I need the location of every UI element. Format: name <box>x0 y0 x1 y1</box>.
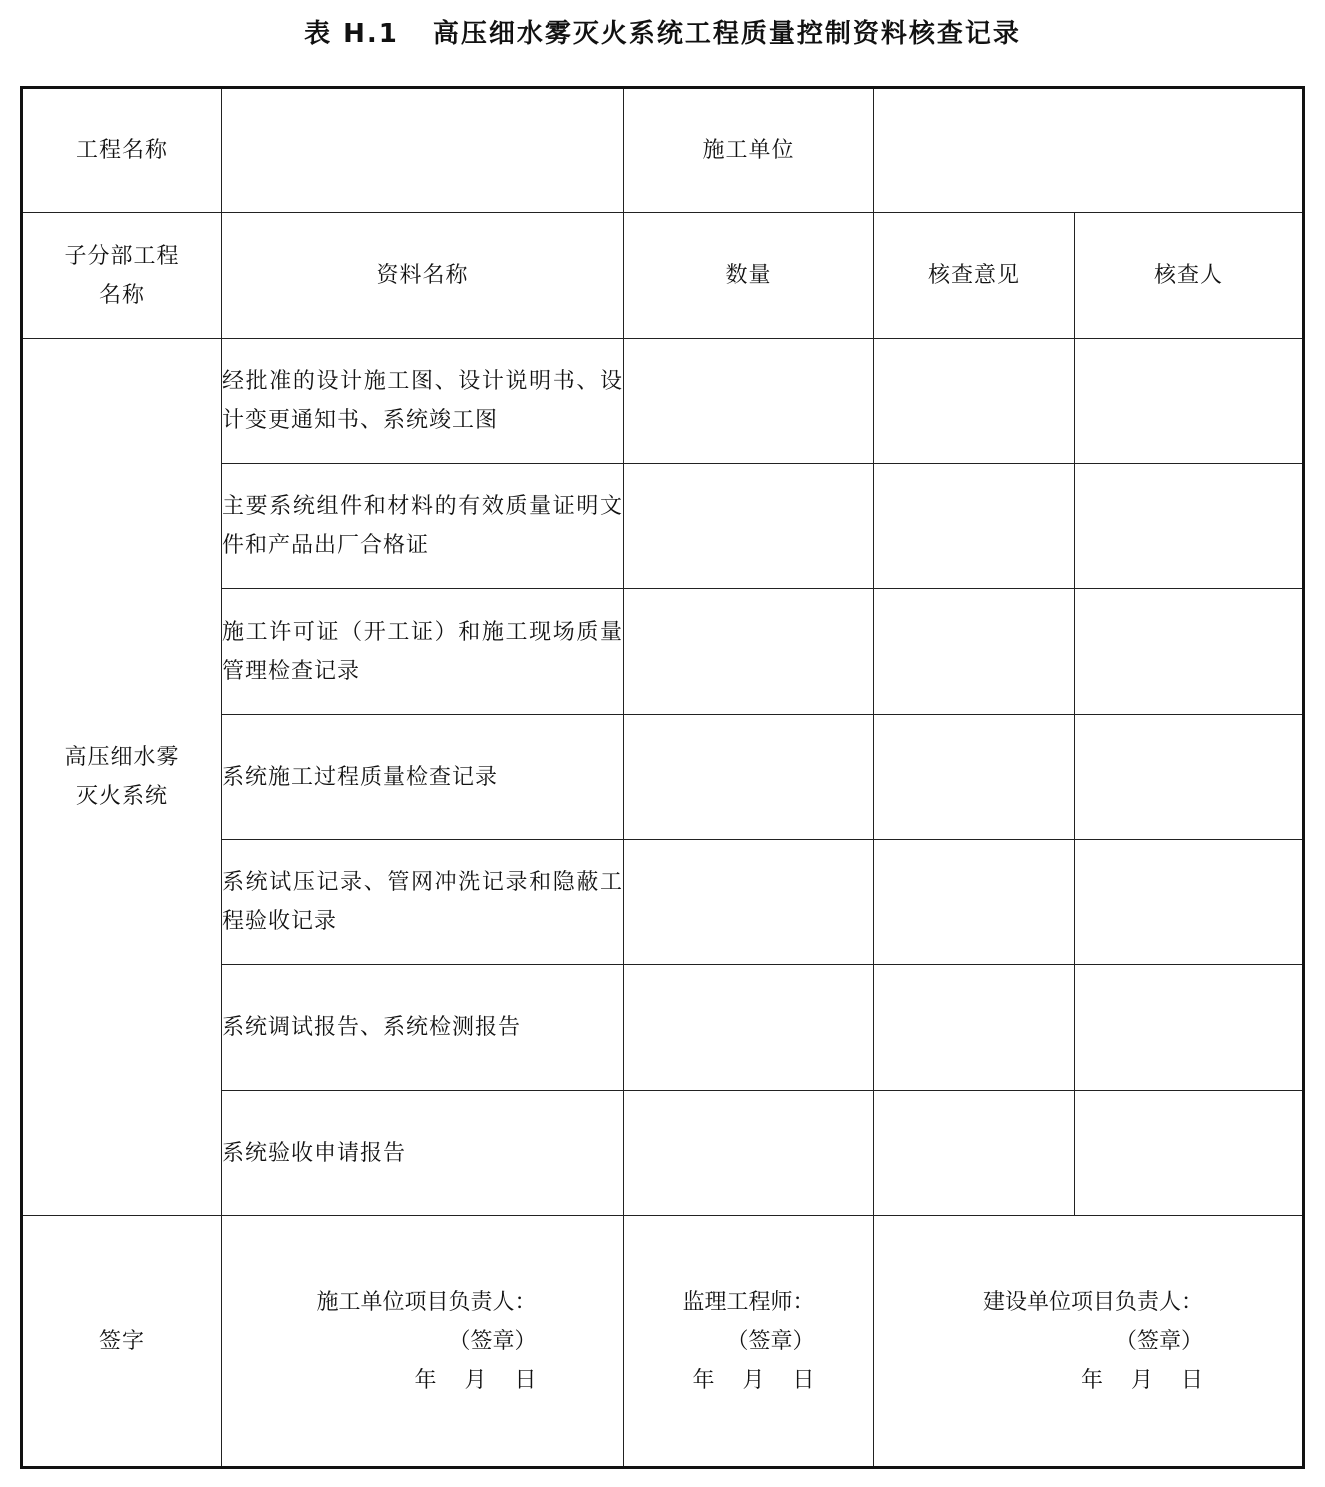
review-opinion-header: 核查意见 <box>874 213 1075 339</box>
quantity-cell[interactable] <box>624 589 874 715</box>
review-opinion-cell[interactable] <box>874 840 1075 965</box>
signature-label: 签字 <box>22 1216 222 1468</box>
review-opinion-cell[interactable] <box>874 965 1075 1091</box>
supervisor-date: 年 月 日 <box>692 1367 815 1393</box>
quantity-cell[interactable] <box>624 1091 874 1216</box>
document-name-cell: 系统试压记录、管网冲洗记录和隐蔽工程验收记录 <box>222 840 624 965</box>
document-name-cell: 经批准的设计施工图、设计说明书、设计变更通知书、系统竣工图 <box>222 339 624 464</box>
supervisor-seal: （签章） <box>726 1328 815 1354</box>
project-name-value[interactable] <box>222 88 624 213</box>
project-name-label: 工程名称 <box>22 88 222 213</box>
contractor-role: 施工单位项目负责人： <box>316 1289 537 1315</box>
table-number: 表 H.1 <box>304 19 399 49</box>
contractor-seal: （签章） <box>448 1328 537 1354</box>
review-opinion-cell[interactable] <box>874 1091 1075 1216</box>
quantity-cell[interactable] <box>624 840 874 965</box>
reviewer-cell[interactable] <box>1075 840 1304 965</box>
form-title <box>0 14 1325 54</box>
column-header-row <box>22 213 1304 339</box>
owner-seal: （签章） <box>1114 1328 1203 1354</box>
supervisor-role: 监理工程师： <box>682 1289 815 1315</box>
quantity-cell[interactable] <box>624 715 874 840</box>
table-title-text: 高压细水雾灭火系统工程质量控制资料核查记录 <box>432 19 1021 49</box>
reviewer-cell[interactable] <box>1075 339 1304 464</box>
quantity-cell[interactable] <box>624 965 874 1091</box>
document-name-cell: 系统验收申请报告 <box>222 1091 624 1216</box>
table-row <box>22 339 1304 464</box>
owner-signature-cell[interactable] <box>874 1216 1304 1468</box>
sub-project-header-line2: 名称 <box>98 282 145 308</box>
sub-project-name-line2: 灭火系统 <box>75 784 168 809</box>
quantity-cell[interactable] <box>624 339 874 464</box>
construction-unit-label: 施工单位 <box>624 88 874 213</box>
document-name-header: 资料名称 <box>222 213 624 339</box>
supervisor-signature-cell[interactable] <box>624 1216 874 1468</box>
header-row <box>22 88 1304 213</box>
owner-role: 建设单位项目负责人： <box>982 1289 1203 1315</box>
review-opinion-cell[interactable] <box>874 715 1075 840</box>
contractor-date: 年 月 日 <box>414 1367 537 1393</box>
signature-row <box>22 1216 1304 1468</box>
review-opinion-cell[interactable] <box>874 464 1075 589</box>
sub-project-name <box>22 339 222 1216</box>
reviewer-cell[interactable] <box>1075 715 1304 840</box>
owner-date: 年 月 日 <box>1081 1367 1203 1393</box>
review-opinion-cell[interactable] <box>874 339 1075 464</box>
sub-project-name-line1: 高压细水雾 <box>64 745 180 770</box>
document-name-cell: 系统施工过程质量检查记录 <box>222 715 624 840</box>
reviewer-cell[interactable] <box>1075 589 1304 715</box>
document-name-cell: 主要系统组件和材料的有效质量证明文件和产品出厂合格证 <box>222 464 624 589</box>
document-name-cell: 施工许可证（开工证）和施工现场质量管理检查记录 <box>222 589 624 715</box>
construction-unit-value[interactable] <box>874 88 1304 213</box>
reviewer-cell[interactable] <box>1075 464 1304 589</box>
document-name-cell: 系统调试报告、系统检测报告 <box>222 965 624 1091</box>
sub-project-header <box>22 213 222 339</box>
quantity-header: 数量 <box>624 213 874 339</box>
review-opinion-cell[interactable] <box>874 589 1075 715</box>
reviewer-cell[interactable] <box>1075 1091 1304 1216</box>
sub-project-header-line1: 子分部工程 <box>64 243 180 269</box>
reviewer-header: 核查人 <box>1075 213 1304 339</box>
inspection-record-table <box>20 86 1305 1469</box>
reviewer-cell[interactable] <box>1075 965 1304 1091</box>
quantity-cell[interactable] <box>624 464 874 589</box>
contractor-signature-cell[interactable] <box>222 1216 624 1468</box>
